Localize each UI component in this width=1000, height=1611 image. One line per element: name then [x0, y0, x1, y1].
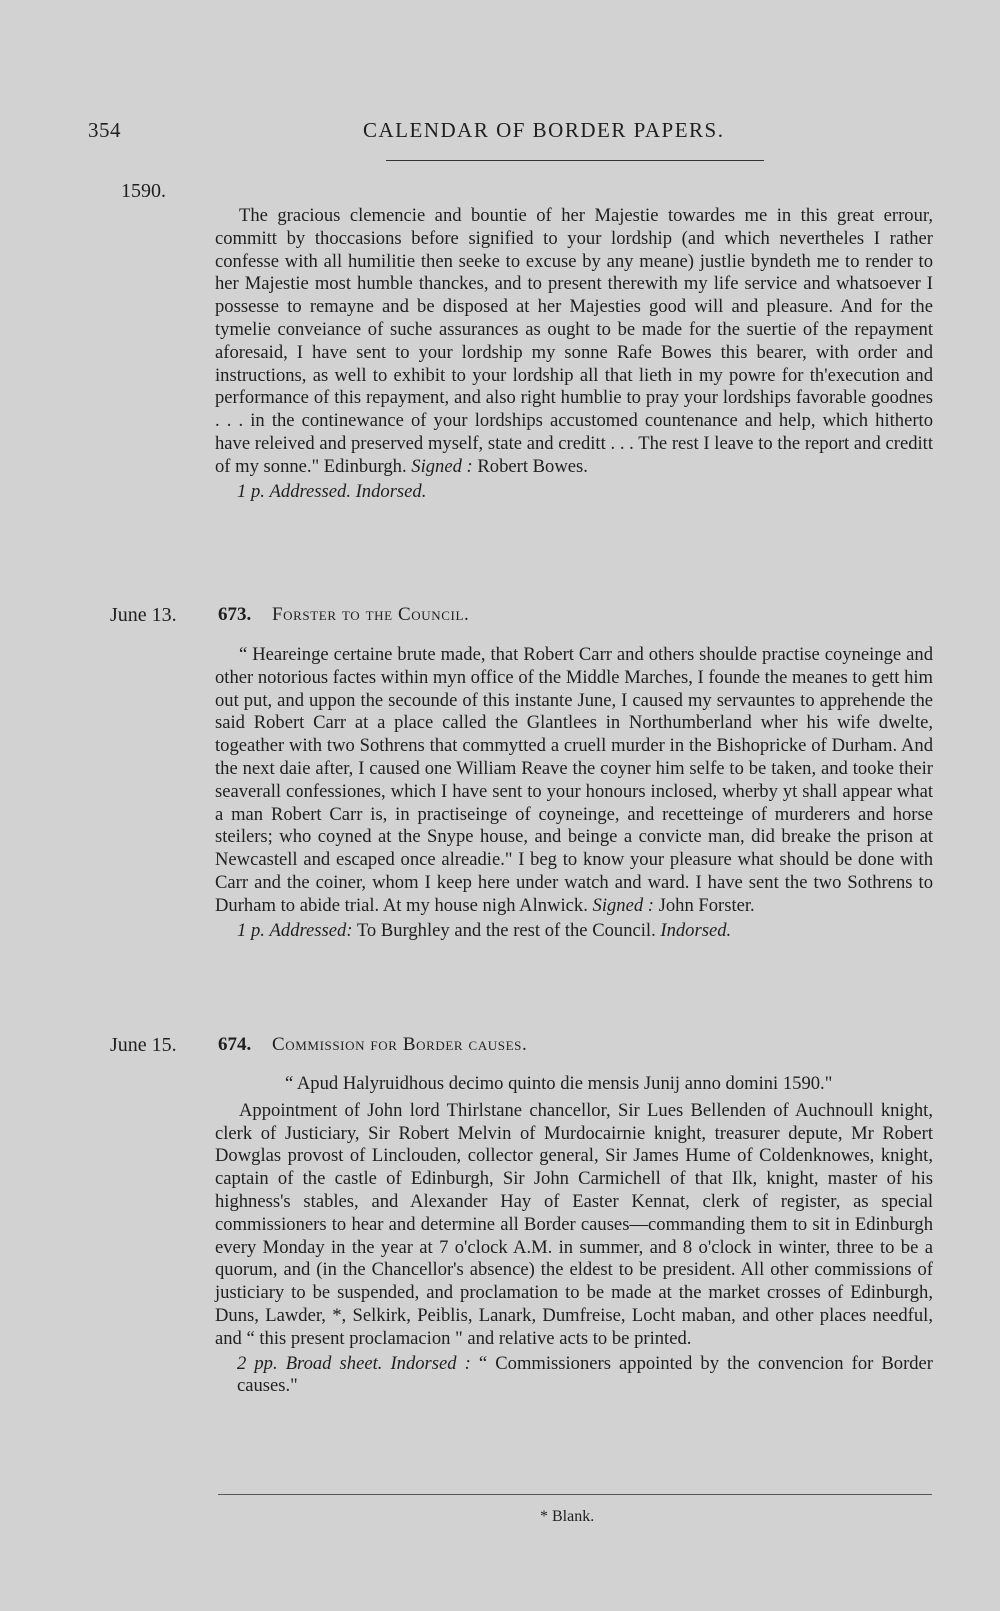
year-margin: 1590. [121, 180, 166, 202]
signer-name: John Forster. [658, 894, 755, 916]
entry-673-note: 1 p. Addressed: To Burghley and the rest of the Council. Indorsed. [237, 919, 732, 941]
entry-674-heading [218, 1034, 527, 1056]
entry-673-date: June 13. [110, 604, 177, 626]
entry-674-note: 2 pp. Broad sheet. Indorsed : “ Commissioners appointed by the convencion for Border causes." [237, 1352, 934, 1397]
entry-674-date: June 15. [110, 1034, 177, 1056]
entry-673-heading [218, 604, 469, 626]
letter-note: 1 p. Addressed. Indorsed. [237, 480, 427, 502]
page-header [0, 118, 1000, 158]
letter-continuation [215, 205, 933, 503]
letter-body: The gracious clemencie and bountie of her Majestie towardes me in this great errour, committ by thoccasions before signified to your lordship (and which nevertheles I rather confesse with all humilitie then seeke to excuse by any meane) justlie byndeth me to render to her Majestie most humble thanckes, and to present therewith my life service and whatsoever I possesse to remayne and be disposed at her Majesties good will and pleasure. And for the tymelie conveiance of suche assurances as ought to be made for the suertie of the repayment aforesaid, I have sent to your lordship my sonne Rafe Bowes this bearer, with order and instructions, as well to exhibit to your lordship all that lieth in my powre for th'execution and performance of this repayment, and also right humblie to pray your lordships favorable goodnes . . . in the continewance of your lordships accustomed countenance and help, which hitherto have releived and preserved myself, state and creditt . . . The rest I leave to the report and creditt of my sonne." Edinburgh. Signed : Robert Bowes. [215, 205, 933, 477]
entry-674-body [215, 1073, 933, 1398]
entry-673-body [215, 644, 933, 942]
header-rule [386, 160, 764, 161]
signed-label: Signed : [592, 894, 654, 916]
entry-673-title: Forster to the Council. [272, 604, 470, 625]
running-title: CALENDAR OF BORDER PAPERS. [363, 118, 725, 142]
signed-label: Signed : [411, 455, 473, 477]
footnote-rule [218, 1494, 932, 1495]
entry-673-number: 673. [218, 604, 252, 625]
footnote: * Blank. [540, 1508, 595, 1525]
entry-674-quote: “ Apud Halyruidhous decimo quinto die mensis Junij anno domini 1590." [285, 1073, 833, 1094]
entry-674-text: Appointment of John lord Thirlstane chancellor, Sir Lues Bellenden of Auchnoull knight, clerk of Justiciary, Sir Robert Melvin of Murdocairnie knight, treasurer depute, Mr Robert Dowglas provost of Linclouden, collector general, Sir James Hume of Coldenknowes, knight, captain of the castle of Edinburgh, Sir John Carmichell of that Ilk, knight, master of his highness's stables, and Alexander Hay of Easter Kennat, clerk of register, as special commissioners to hear and determine all Border causes—commanding them to sit in Edinburgh every Monday in the year at 7 o'clock A.M. in summer, and 8 o'clock in winter, three to be a quorum, and (in the Chancellor's absence) the eldest to be president. All other commissions of justiciary to be suspended, and proclamation to be made at the market crosses of Edinburgh, Duns, Lawder, *, Selkirk, Peiblis, Lanark, Dumfreise, Locht maban, and other places needful, and “ this present proclamacion " and relative acts to be printed. [215, 1099, 933, 1349]
entry-673-text: “ Heareinge certaine brute made, that Robert Carr and others shoulde practise coyneinge and other notorious factes within myn office of the Middle Marches, I founde the meanes to gett him out put, and uppon the secounde of this instante June, I caused my servauntes to apprehende the said Robert Carr at a place called the Glantlees in Northumberland wher his wife dwelte, togeather with two Sothrens that commytted a cruell murder in the Bishopricke of Durham. And the next daie after, I caused one William Reave the coyner him selfe to be taken, and tooke their seaverall confessiones, which I have sent to your honours inclosed, wherby yt shall appear what a man Robert Carr is, in practiseinge of coyneinge, and recetteinge of murderers and horse steilers; who coyned at the Snype house, and beinge a convicte man, did breake the prison at Newcastell and escaped once alreadie." I beg to know your pleasure what should be done with Carr and the coiner, whom I keep here under watch and ward. I have sent the two Sothrens to Durham to abide trial. At my house nigh Alnwick. Signed : John Forster. [215, 644, 933, 916]
entry-674-number: 674. [218, 1034, 252, 1055]
entry-674-title: Commission for Border causes. [272, 1034, 528, 1055]
page-number: 354 [88, 118, 121, 142]
signer-name: Robert Bowes. [477, 455, 588, 477]
